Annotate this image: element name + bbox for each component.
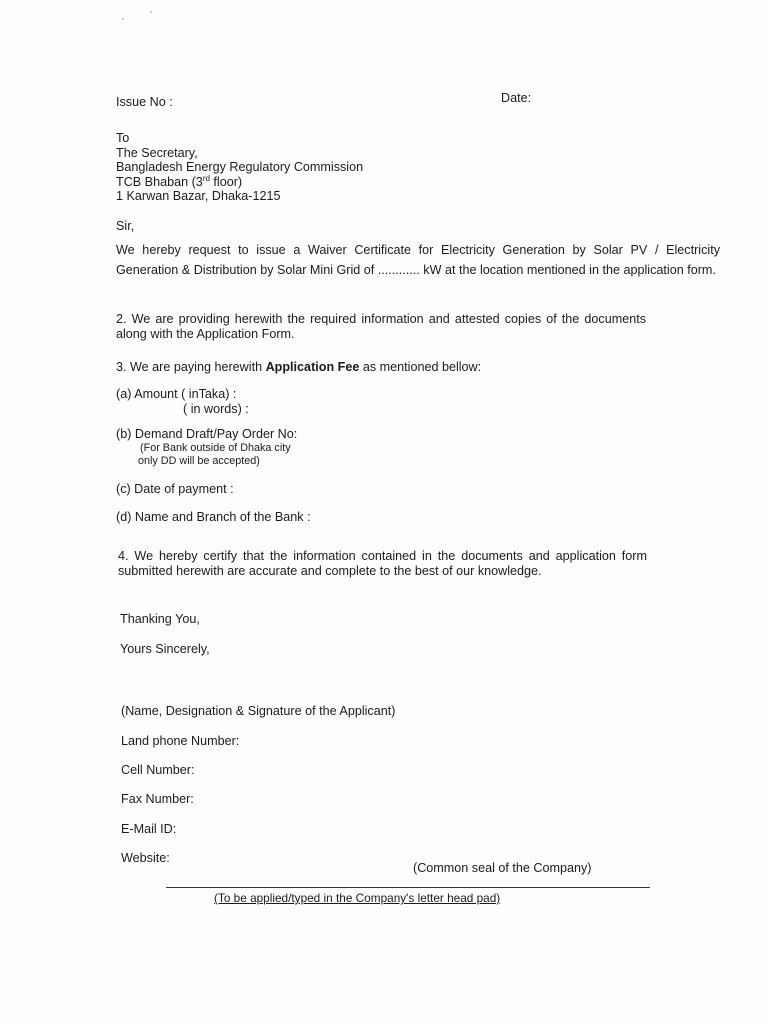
letterhead-instruction: (To be applied/typed in the Company's letter head pad) xyxy=(214,891,501,905)
addressee-title: The Secretary, xyxy=(116,146,198,160)
fee-paragraph-tail: as mentioned bellow: xyxy=(359,360,482,374)
addressee-organization: Bangladesh Energy Regulatory Commission xyxy=(116,160,364,174)
floor-label: floor) xyxy=(209,175,243,189)
floor-ordinal: rd xyxy=(202,173,210,183)
land-phone-label: Land phone Number: xyxy=(121,734,240,748)
fax-number-label: Fax Number: xyxy=(121,792,194,806)
email-id-label: E-Mail ID: xyxy=(121,822,177,836)
demand-draft-note-2: only DD will be accepted) xyxy=(138,455,260,467)
demand-draft-note-1: (For Bank outside of Dhaka city xyxy=(140,442,291,454)
amount-words-label: ( in words) : xyxy=(183,402,249,416)
issue-no-label: Issue No : xyxy=(116,95,173,109)
addressee-to: To xyxy=(116,131,130,145)
amount-taka-label: (a) Amount ( inTaka) : xyxy=(116,387,237,401)
request-paragraph: We hereby request to issue a Waiver Certificate for Electricity Generation by Solar PV / Electricity Generation & Distribution by Solar Mini Grid of ............ kW at the location mentioned in the application form. xyxy=(116,243,720,277)
scan-speck xyxy=(150,11,152,13)
footer-divider xyxy=(166,887,650,888)
date-label: Date: xyxy=(501,91,532,105)
salutation: Sir, xyxy=(116,219,135,233)
demand-draft-label: (b) Demand Draft/Pay Order No: xyxy=(116,427,298,441)
addressee-building xyxy=(116,175,242,190)
addressee-street: 1 Karwan Bazar, Dhaka-1215 xyxy=(116,189,281,203)
certification-paragraph: 4. We hereby certify that the information contained in the documents and application form submitted herewith are accurate and complete to the best of our knowledge. xyxy=(118,549,647,578)
payment-date-label: (c) Date of payment : xyxy=(116,482,234,496)
building-name: TCB Bhaban (3 xyxy=(116,175,203,189)
thanking-line: Thanking You, xyxy=(120,612,200,626)
scan-speck xyxy=(122,18,124,20)
yours-sincerely-line: Yours Sincerely, xyxy=(120,642,210,656)
documents-paragraph: 2. We are providing herewith the required information and attested copies of the documents along with the Application Form. xyxy=(116,312,646,341)
fee-paragraph xyxy=(116,360,481,375)
cell-number-label: Cell Number: xyxy=(121,763,195,777)
common-seal-label: (Common seal of the Company) xyxy=(413,861,592,875)
bank-name-branch-label: (d) Name and Branch of the Bank : xyxy=(116,510,311,524)
website-label: Website: xyxy=(121,851,170,865)
applicant-signature-label: (Name, Designation & Signature of the Applicant) xyxy=(121,704,396,718)
application-fee-label: Application Fee xyxy=(265,360,360,374)
fee-paragraph-intro: 3. We are paying herewith xyxy=(116,360,266,374)
